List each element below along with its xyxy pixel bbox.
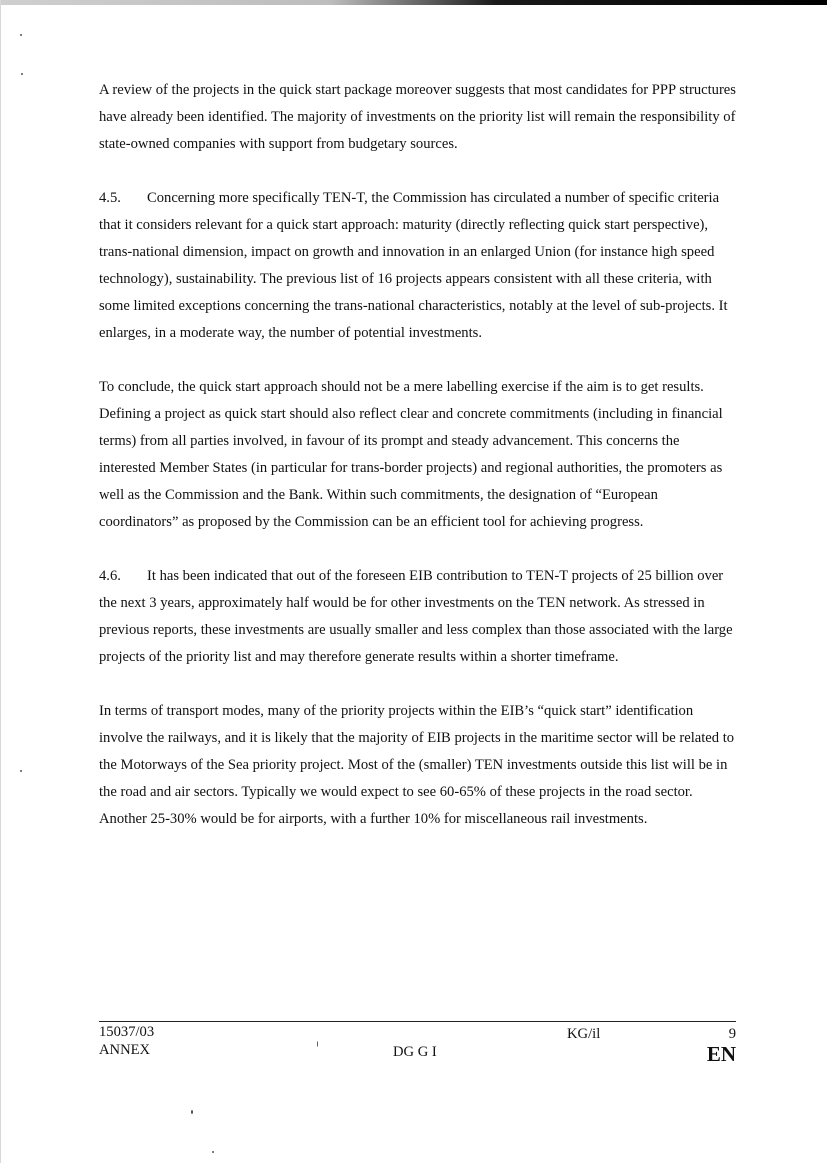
paragraph-ppp-review <box>99 77 739 158</box>
directorate-label: DG G I <box>393 1044 437 1060</box>
section-number: 4.6. <box>99 568 121 584</box>
header-rule <box>0 0 827 5</box>
page-number: 9 <box>728 1026 736 1042</box>
paragraph-text: A review of the projects in the quick start package moreover suggests that most candidates for PPP structures have already been identified. The majority of investments on the priority list will remain the responsibility of state-owned companies with support from budgetary sources. <box>99 82 736 152</box>
paragraph-text: It has been indicated that out of the foreseen EIB contribution to TEN-T projects of 25 billion over the next 3 years, approximately half would be for other investments on the TEN network. As stressed in previous reports, these investments are usually smaller and less complex than those associated with the large projects of the priority list and may therefore generate results within a shorter timeframe. <box>99 568 733 665</box>
paragraph-text: Concerning more specifically TEN-T, the Commission has circulated a number of specific criteria that it considers relevant for a quick start approach: maturity (directly reflecting quick start perspective), trans-national dimension, impact on growth and innovation in an enlarged Union (for instance high speed technology), sustainability. The previous list of 16 projects appears consistent with all these criteria, with some limited exceptions concerning the trans-national characteristics, notably at the level of sub-projects. It enlarges, in a moderate way, the number of potential investments. <box>99 190 728 341</box>
scan-speck <box>317 1041 318 1047</box>
paragraph-conclusion <box>99 374 739 536</box>
document-body <box>99 77 739 860</box>
paragraph-text: To conclude, the quick start approach should not be a mere labelling exercise if the aim is to get results. Defining a project as quick start should also reflect clear and concrete commitments (including in financial terms) from all parties involved, in favour of its prompt and steady advancement. This concerns the interested Member States (in particular for trans-border projects) and regional authorities, the promoters as well as the Commission and the Bank. Within such commitments, the designation of “European coordinators” as proposed by the Commission can be an efficient tool for achieving progress. <box>99 379 723 530</box>
annex-label: ANNEX <box>99 1042 151 1058</box>
paragraph-4-5 <box>99 185 739 347</box>
paragraph-4-6 <box>99 563 739 671</box>
page-footer <box>99 1024 736 1074</box>
paragraph-text: In terms of transport modes, many of the priority projects within the EIB’s “quick start” identification involve the railways, and it is likely that the majority of EIB projects in the maritime sector will be related to the Motorways of the Sea priority project. Most of the (smaller) TEN investments outside this list will be in the road and air sectors. Typically we would expect to see 60-65% of these projects in the road sector. Another 25-30% would be for airports, with a further 10% for miscellaneous rail investments. <box>99 703 735 827</box>
doc-number: 15037/03 <box>99 1024 155 1040</box>
section-number: 4.5. <box>99 190 121 206</box>
paragraph-transport-modes <box>99 698 739 833</box>
scan-edge <box>0 0 1 1163</box>
scan-speck <box>20 34 22 36</box>
scan-speck <box>191 1110 193 1114</box>
scan-speck <box>212 1151 214 1153</box>
scan-speck <box>20 770 22 772</box>
footer-rule <box>99 1021 736 1022</box>
scan-speck <box>21 73 23 75</box>
language-code: EN <box>706 1042 736 1066</box>
author-initials: KG/il <box>567 1026 601 1042</box>
